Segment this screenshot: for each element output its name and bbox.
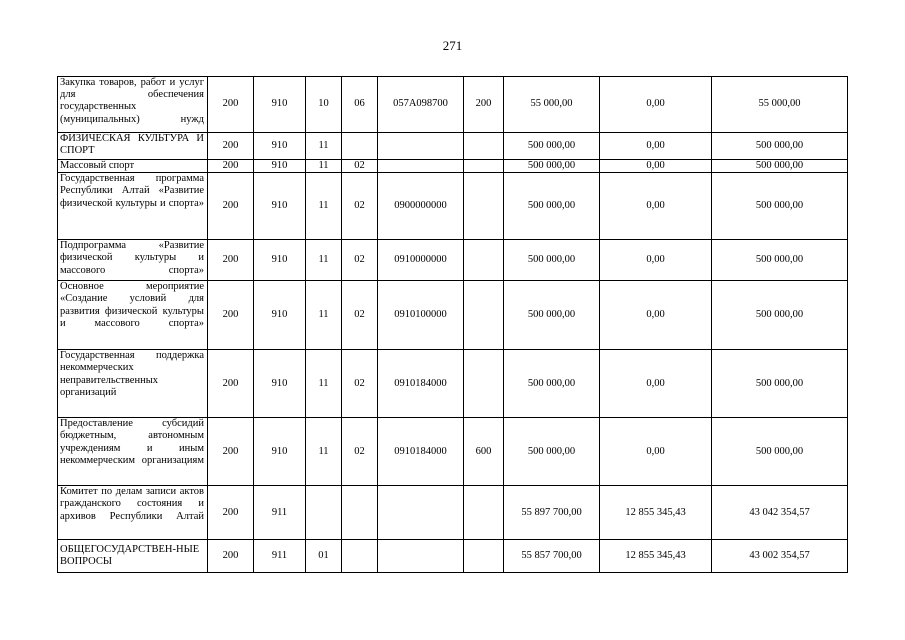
cell-col2: 910: [254, 160, 306, 173]
cell-col6: 600: [464, 418, 504, 486]
cell-sum3: 55 000,00: [712, 77, 848, 133]
row-name: Предоставление субсидий бюджетным, автономным учреждениям и иным некоммерческим организациям: [58, 418, 208, 486]
cell-col4: 02: [342, 240, 378, 281]
table-row: [58, 486, 848, 540]
cell-col5: [378, 133, 464, 160]
cell-col5: 0900000000: [378, 173, 464, 240]
row-name: ФИЗИЧЕСКАЯ КУЛЬТУРА И СПОРТ: [58, 133, 208, 160]
cell-col4: 02: [342, 281, 378, 350]
cell-sum2: 12 855 345,43: [600, 540, 712, 573]
cell-col2: 910: [254, 173, 306, 240]
cell-col3: 01: [306, 540, 342, 573]
cell-col1: 200: [208, 240, 254, 281]
cell-col3: 11: [306, 240, 342, 281]
cell-sum3: 500 000,00: [712, 281, 848, 350]
cell-sum1: 55 000,00: [504, 77, 600, 133]
cell-col4: [342, 133, 378, 160]
cell-col6: [464, 540, 504, 573]
table-row: [58, 173, 848, 240]
cell-sum1: 500 000,00: [504, 350, 600, 418]
table-row: [58, 133, 848, 160]
table-row: [58, 418, 848, 486]
cell-col1: 200: [208, 133, 254, 160]
cell-sum3: 500 000,00: [712, 350, 848, 418]
cell-sum1: 500 000,00: [504, 240, 600, 281]
cell-col2: 911: [254, 540, 306, 573]
cell-col4: [342, 540, 378, 573]
cell-col3: 10: [306, 77, 342, 133]
cell-col5: 0910184000: [378, 418, 464, 486]
cell-sum2: 0,00: [600, 133, 712, 160]
cell-sum2: 0,00: [600, 173, 712, 240]
cell-col2: 910: [254, 77, 306, 133]
cell-col6: [464, 133, 504, 160]
cell-sum3: 500 000,00: [712, 418, 848, 486]
cell-sum1: 500 000,00: [504, 281, 600, 350]
cell-col1: 200: [208, 540, 254, 573]
cell-col1: 200: [208, 281, 254, 350]
cell-col6: [464, 350, 504, 418]
row-name: Государственная поддержка некоммерческих неправительственных организаций: [58, 350, 208, 418]
cell-col4: [342, 486, 378, 540]
cell-col6: [464, 173, 504, 240]
cell-col5: 0910100000: [378, 281, 464, 350]
cell-sum1: 55 897 700,00: [504, 486, 600, 540]
cell-sum3: 500 000,00: [712, 160, 848, 173]
cell-sum2: 0,00: [600, 281, 712, 350]
cell-col1: 200: [208, 173, 254, 240]
cell-col2: 910: [254, 240, 306, 281]
cell-col6: [464, 486, 504, 540]
cell-sum3: 500 000,00: [712, 173, 848, 240]
cell-sum2: 0,00: [600, 240, 712, 281]
cell-sum3: 43 002 354,57: [712, 540, 848, 573]
table-row: [58, 240, 848, 281]
cell-sum1: 500 000,00: [504, 133, 600, 160]
cell-col5: [378, 540, 464, 573]
table-row: [58, 160, 848, 173]
row-name: Подпрограмма «Развитие физической культуры и массового спорта»: [58, 240, 208, 281]
cell-col6: [464, 160, 504, 173]
cell-col5: 0910000000: [378, 240, 464, 281]
cell-col5: [378, 486, 464, 540]
cell-col1: 200: [208, 160, 254, 173]
cell-col3: 11: [306, 350, 342, 418]
cell-sum1: 500 000,00: [504, 173, 600, 240]
row-name: ОБЩЕГОСУДАРСТВЕН-НЫЕ ВОПРОСЫ: [58, 540, 208, 573]
cell-sum2: 0,00: [600, 77, 712, 133]
row-name: Основное мероприятие «Создание условий для развития физической культуры и массового спорта»: [58, 281, 208, 350]
cell-col2: 910: [254, 418, 306, 486]
cell-col4: 02: [342, 350, 378, 418]
row-name: Закупка товаров, работ и услуг для обеспечения государственных (муниципальных) нужд: [58, 77, 208, 133]
cell-col4: 02: [342, 418, 378, 486]
cell-col3: 11: [306, 133, 342, 160]
cell-col6: [464, 281, 504, 350]
cell-col1: 200: [208, 486, 254, 540]
cell-col3: 11: [306, 173, 342, 240]
cell-col1: 200: [208, 418, 254, 486]
cell-col5: [378, 160, 464, 173]
row-name: Комитет по делам записи актов гражданского состояния и архивов Республики Алтай: [58, 486, 208, 540]
cell-sum2: 12 855 345,43: [600, 486, 712, 540]
budget-table: [57, 76, 848, 573]
row-name: Государственная программа Республики Алтай «Развитие физической культуры и спорта»: [58, 173, 208, 240]
cell-col3: 11: [306, 418, 342, 486]
table-row: [58, 77, 848, 133]
cell-col6: 200: [464, 77, 504, 133]
table-row: [58, 281, 848, 350]
cell-col1: 200: [208, 350, 254, 418]
cell-sum2: 0,00: [600, 350, 712, 418]
cell-col5: 057A098700: [378, 77, 464, 133]
cell-sum3: 43 042 354,57: [712, 486, 848, 540]
cell-sum2: 0,00: [600, 418, 712, 486]
cell-sum1: 500 000,00: [504, 160, 600, 173]
cell-col2: 910: [254, 133, 306, 160]
cell-col2: 910: [254, 281, 306, 350]
cell-col3: 11: [306, 281, 342, 350]
cell-col2: 911: [254, 486, 306, 540]
cell-col4: 06: [342, 77, 378, 133]
cell-col3: [306, 486, 342, 540]
cell-col2: 910: [254, 350, 306, 418]
cell-col6: [464, 240, 504, 281]
cell-col3: 11: [306, 160, 342, 173]
cell-col5: 0910184000: [378, 350, 464, 418]
cell-col4: 02: [342, 160, 378, 173]
cell-sum1: 500 000,00: [504, 418, 600, 486]
cell-sum2: 0,00: [600, 160, 712, 173]
cell-sum1: 55 857 700,00: [504, 540, 600, 573]
table-row: [58, 540, 848, 573]
cell-sum3: 500 000,00: [712, 133, 848, 160]
table-row: [58, 350, 848, 418]
row-name: Массовый спорт: [58, 160, 208, 173]
cell-col1: 200: [208, 77, 254, 133]
cell-sum3: 500 000,00: [712, 240, 848, 281]
page-number: 271: [442, 38, 463, 53]
cell-col4: 02: [342, 173, 378, 240]
